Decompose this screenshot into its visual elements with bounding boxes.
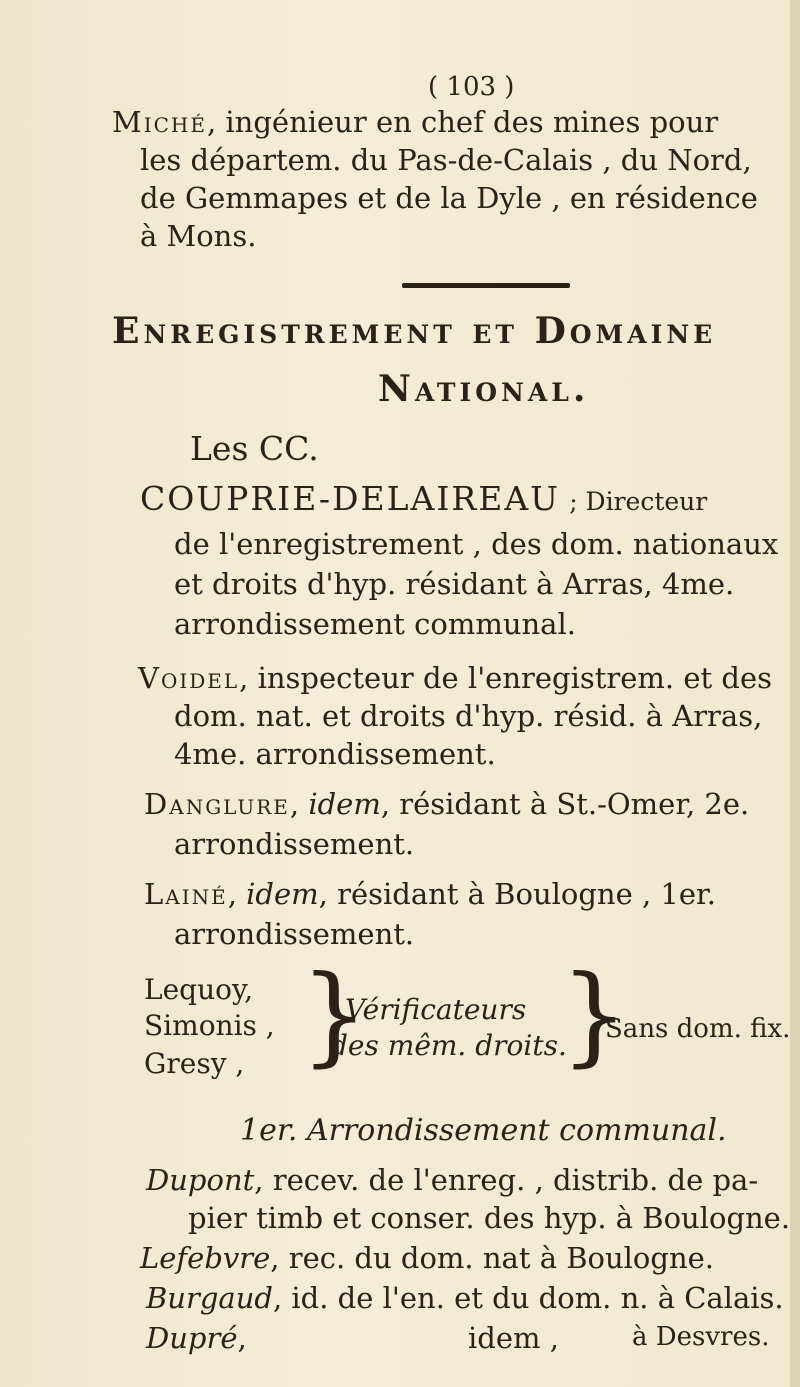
entry-text: , — [227, 877, 247, 911]
entry-voidel-line2: dom. nat. et droits d'hyp. résid. à Arras, — [174, 699, 763, 733]
section-divider — [402, 283, 570, 288]
entry-dupont-line2: pier timb et conser. des hyp. à Boulogne. — [188, 1201, 791, 1235]
entry-text: , — [289, 787, 309, 821]
section-title-line2: National. — [378, 368, 590, 410]
entry-coupprie-line1 — [140, 479, 708, 518]
entry-text: , ingénieur en chef des mines pour — [206, 105, 719, 139]
entry-name: Danglure — [144, 787, 290, 821]
entry-text: , id. de l'en. et du dom. n. à Calais. — [272, 1281, 784, 1315]
entry-name: COUPRIE-DELAIREAU — [140, 479, 560, 518]
entry-idem: idem — [308, 787, 381, 821]
entry-lefebvre-line1 — [140, 1241, 715, 1275]
page-edge — [790, 0, 800, 1387]
entry-laine-line1 — [144, 877, 716, 911]
entry-burgaud-line1 — [146, 1281, 784, 1315]
entry-coupprie-line3: et droits d'hyp. résidant à Arras, 4me. — [174, 567, 735, 601]
entry-dupre-idem: idem , — [468, 1321, 559, 1355]
page-number: ( 103 ) — [428, 72, 515, 102]
brace-right: } — [560, 953, 629, 1078]
verifier-name: Lequoy, — [144, 973, 253, 1006]
verifier-name: Gresy , — [144, 1047, 245, 1080]
entry-miche-line4: à Mons. — [140, 219, 257, 253]
entry-name: Lefebvre — [140, 1241, 271, 1275]
verifier-role: des mêm. droits. — [330, 1029, 567, 1062]
entry-name: Miché — [112, 105, 207, 139]
entry-dupre-line1 — [146, 1321, 247, 1355]
entry-danglure-line2: arrondissement. — [174, 827, 415, 861]
entry-text: , — [237, 1321, 247, 1355]
entry-name: Lainé — [144, 877, 228, 911]
entry-text: , recev. de l'enreg. , distrib. de pa- — [254, 1163, 759, 1197]
entry-miche-line2: les départem. du Pas-de-Calais , du Nord, — [140, 143, 752, 177]
entry-miche-line1 — [112, 105, 719, 139]
entry-idem: idem — [246, 877, 319, 911]
entry-laine-line2: arrondissement. — [174, 917, 415, 951]
entry-dupont-line1 — [146, 1163, 759, 1197]
entry-name: Voidel — [138, 661, 240, 695]
entry-coupprie-line4: arrondissement communal. — [174, 607, 576, 641]
entry-text: , rec. du dom. nat à Boulogne. — [270, 1241, 715, 1275]
entry-text: , résidant à Boulogne , 1er. — [318, 877, 716, 911]
entry-name: Dupré — [146, 1321, 238, 1355]
entry-danglure-line1 — [144, 787, 750, 821]
verifier-name: Simonis , — [144, 1009, 275, 1042]
verifier-note: Sans dom. fix. — [605, 1014, 791, 1044]
entry-text: , inspecteur de l'enregistrem. et des — [239, 661, 773, 695]
arrondissement-heading: 1er. Arrondissement communal. — [240, 1113, 727, 1148]
section-title-line1: Enregistrement et Domaine — [112, 310, 717, 352]
entry-name: Dupont — [146, 1163, 255, 1197]
entry-coupprie-line2: de l'enregistrement , des dom. nationaux — [174, 527, 779, 561]
entry-text: ; Directeur — [569, 487, 708, 516]
entry-miche-line3: de Gemmapes et de la Dyle , en résidence — [140, 181, 758, 215]
entry-name: Burgaud — [146, 1281, 273, 1315]
entry-dupre-place: à Desvres. — [632, 1322, 770, 1352]
entry-text: , résidant à St.-Omer, 2e. — [380, 787, 750, 821]
verifier-role: Vérificateurs — [345, 993, 527, 1026]
les-cc-label: Les CC. — [190, 429, 319, 468]
brace-left: } — [300, 953, 369, 1078]
entry-voidel-line1 — [138, 661, 773, 695]
entry-voidel-line3: 4me. arrondissement. — [174, 737, 496, 771]
